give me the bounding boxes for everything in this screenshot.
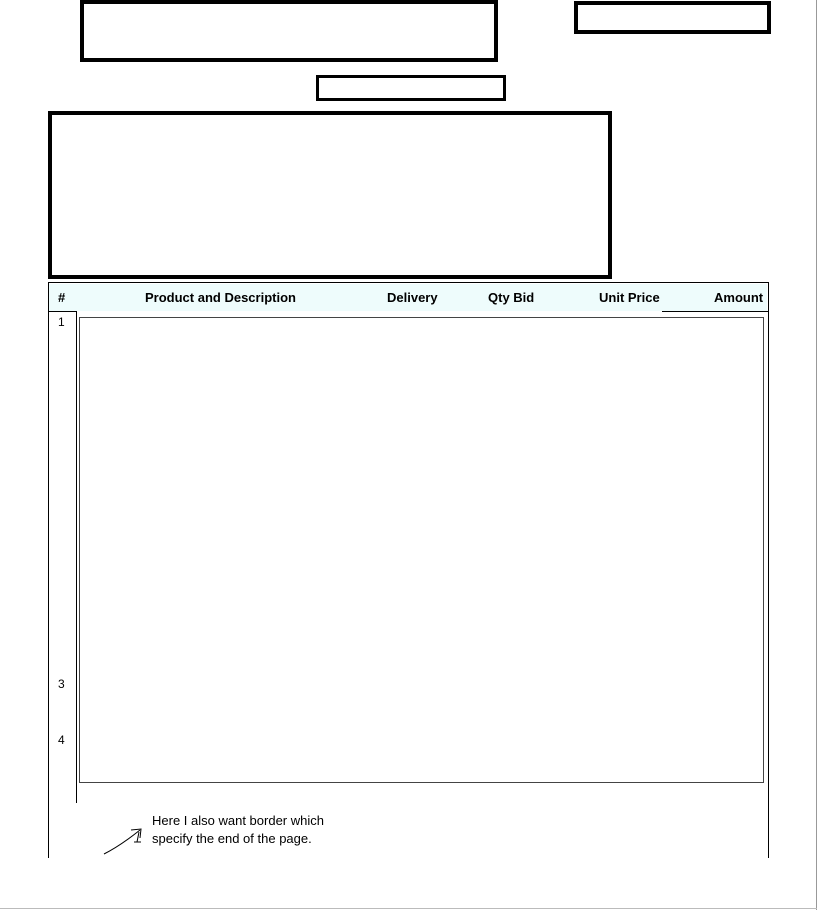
row-number-1: 1	[58, 315, 65, 329]
annotation-note-line-1: Here I also want border which	[152, 813, 324, 828]
redacted-box-top-right	[574, 1, 771, 34]
header-bottom-border-left	[48, 311, 77, 312]
number-column-divider	[76, 311, 77, 803]
header-product-description: Product and Description	[145, 290, 296, 305]
arrow-annotation-icon	[100, 824, 148, 858]
row-number-3: 3	[58, 677, 65, 691]
annotation-note	[152, 812, 324, 848]
table-body-content-panel	[79, 317, 764, 783]
header-bottom-border-right	[662, 311, 769, 312]
header-qty-bid: Qty Bid	[488, 290, 535, 305]
header-amount: Amount	[714, 290, 764, 305]
row-number-4: 4	[58, 733, 65, 747]
header-number: #	[58, 290, 66, 305]
redacted-box-top-left	[80, 0, 498, 62]
header-unit-price: Unit Price	[599, 290, 660, 305]
annotation-note-line-2: specify the end of the page.	[152, 831, 312, 846]
table-left-border	[48, 282, 49, 858]
header-delivery: Delivery	[387, 290, 438, 305]
table-top-border	[48, 282, 769, 283]
redacted-box-large	[48, 111, 612, 279]
page-bottom-edge	[0, 908, 817, 909]
table-right-border	[768, 282, 769, 858]
redacted-box-center	[316, 75, 506, 101]
